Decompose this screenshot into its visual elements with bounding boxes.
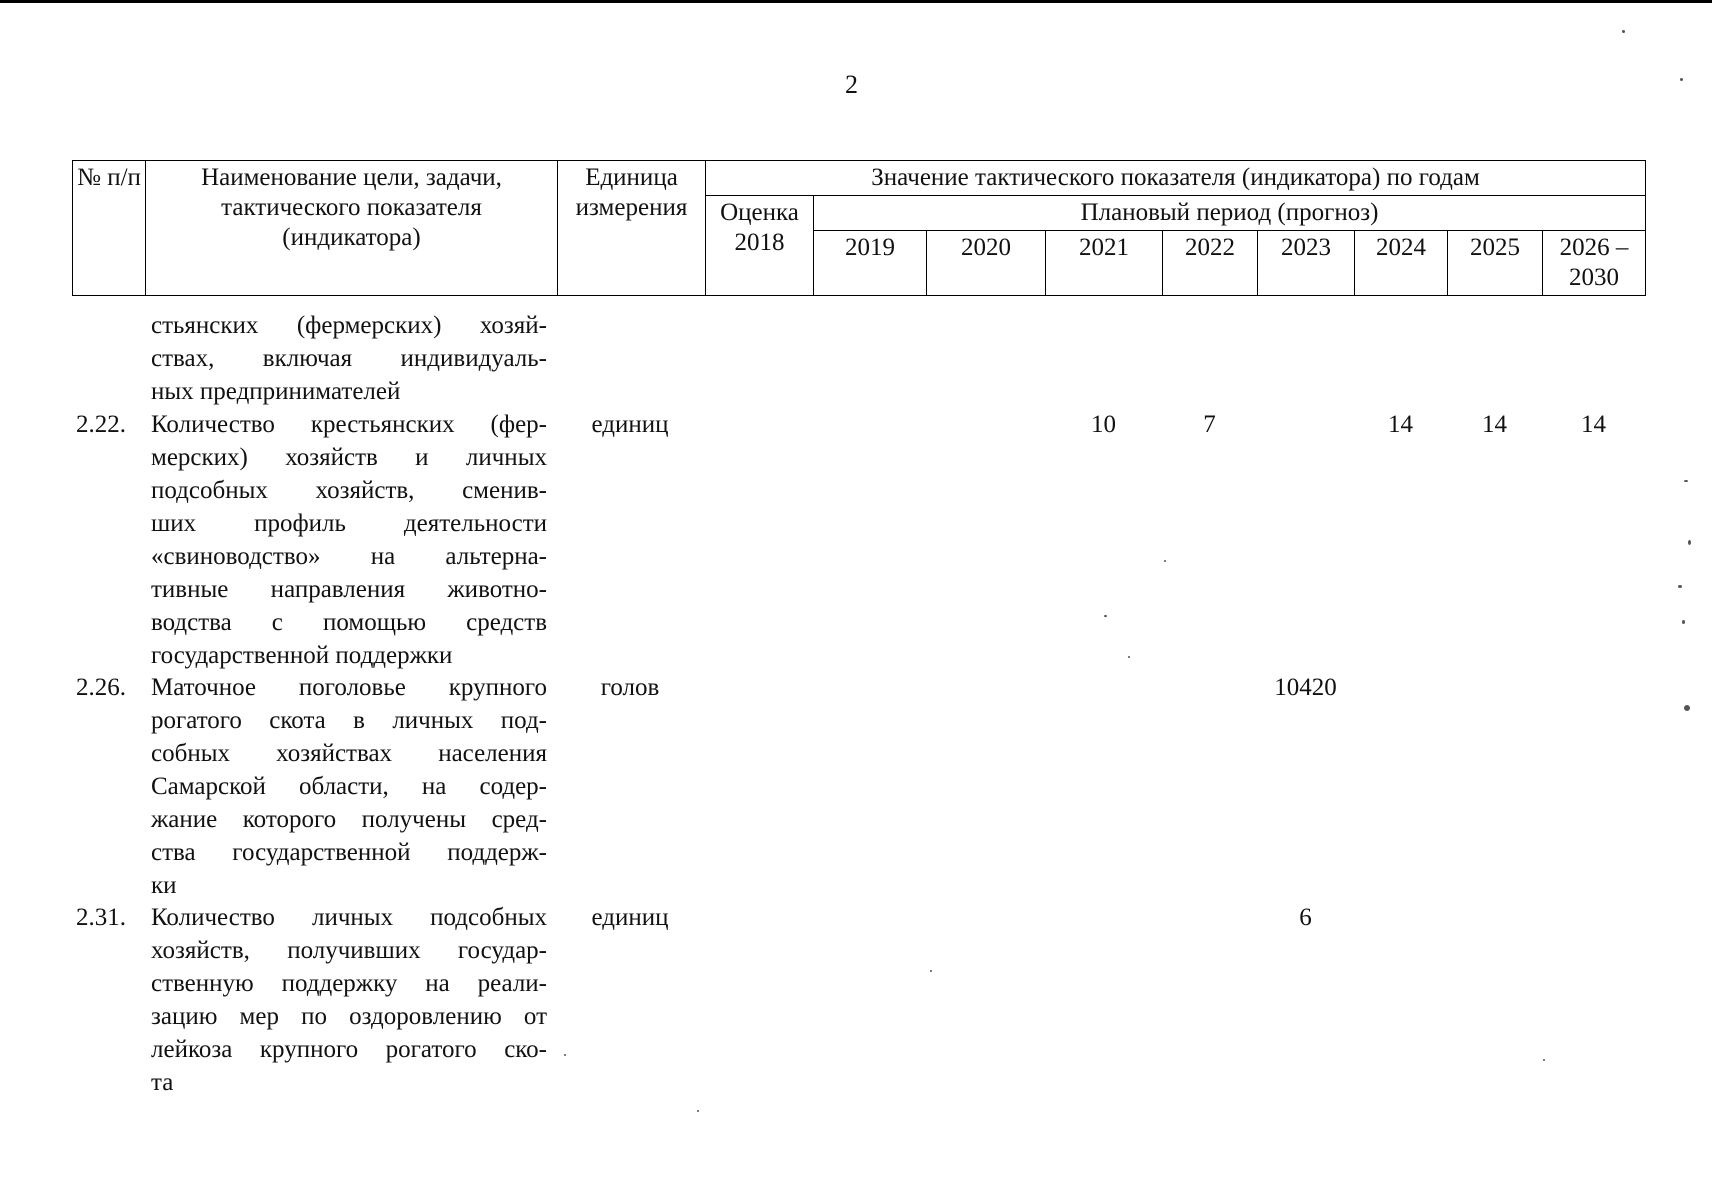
indicator-name-line: жание которого получены сред- <box>151 806 547 833</box>
indicator-name-line: Маточное поголовье крупного <box>151 674 547 701</box>
header-year: 2025 <box>1448 231 1543 296</box>
page-number: 2 <box>845 70 858 99</box>
header-year: 2023 <box>1258 231 1355 296</box>
header-year: 2022 <box>1163 231 1258 296</box>
row-number: 2.26. <box>76 674 126 701</box>
indicator-name-line: рогатого скота в личных под- <box>151 707 547 734</box>
value-2023: 10420 <box>1274 674 1337 701</box>
indicator-name-line: собных хозяйствах населения <box>151 740 547 767</box>
header-plan-period: Плановый период (прогноз) <box>814 196 1646 231</box>
scan-speck <box>1104 615 1107 617</box>
scan-speck <box>564 1054 566 1056</box>
scan-speck <box>1622 30 1625 33</box>
unit-cell: единиц <box>591 904 669 931</box>
indicator-name-line: подсобных хозяйств, сменив- <box>151 477 547 504</box>
scan-speck <box>1543 1059 1545 1061</box>
value-2021: 10 <box>1091 411 1116 438</box>
row-number: 2.22. <box>76 411 126 438</box>
header-year: 2026 – 2030 <box>1543 231 1646 296</box>
row-number: 2.31. <box>76 904 126 931</box>
indicator-name-line: Количество личных подсобных <box>151 904 547 931</box>
scan-speck <box>1682 620 1685 624</box>
value-2026-2030: 14 <box>1581 411 1606 438</box>
value-2023: 6 <box>1299 904 1312 931</box>
indicator-name-line: государственной поддержки <box>151 642 453 669</box>
header-year: 2024 <box>1355 231 1448 296</box>
value-2024: 14 <box>1388 411 1413 438</box>
top-border-line <box>0 0 1712 3</box>
indicator-name-line: «свиноводство» на альтерна- <box>151 543 547 570</box>
scan-speck <box>1688 540 1691 545</box>
unit-cell: единиц <box>591 411 669 438</box>
scan-speck <box>1680 78 1683 81</box>
indicator-name-line: ства государственной поддерж- <box>151 839 547 866</box>
indicator-name-line: лейкоза крупного рогатого ско- <box>151 1036 547 1063</box>
indicator-name-line: зацию мер по оздоровлению от <box>151 1003 547 1030</box>
header-estimate: Оценка 2018 <box>706 196 814 296</box>
indicator-name-line: Самарской области, на содер- <box>151 773 547 800</box>
indicator-name-line: тивные направления животно- <box>151 576 547 603</box>
header-year: 2019 <box>814 231 927 296</box>
indicator-name-line: ших профиль деятельности <box>151 510 547 537</box>
indicator-name-line: ствах, включая индивидуаль- <box>151 345 547 372</box>
scan-speck <box>1128 656 1130 658</box>
scan-speck <box>1684 705 1690 711</box>
indicator-name-line: мерских) хозяйств и личных <box>151 444 547 471</box>
unit-cell: голов <box>600 674 660 701</box>
indicator-name-line: водства с помощью средств <box>151 609 547 636</box>
scan-speck <box>1678 585 1682 588</box>
indicator-name-line: та <box>151 1069 174 1096</box>
value-2025: 14 <box>1482 411 1507 438</box>
value-2022: 7 <box>1203 411 1216 438</box>
indicator-name-line: ки <box>151 872 177 899</box>
indicator-name-line: ных предпринимателей <box>151 378 401 405</box>
indicator-table-header <box>72 160 1646 296</box>
header-values-by-year: Значение тактического показателя (индикатора) по годам <box>706 161 1646 196</box>
header-year: 2021 <box>1046 231 1163 296</box>
header-year: 2020 <box>927 231 1046 296</box>
header-name: Наименование цели, задачи, тактического показателя (индикатора) <box>146 161 558 296</box>
scan-speck <box>1164 560 1166 562</box>
scan-speck <box>930 970 932 972</box>
scan-speck <box>1684 480 1688 482</box>
header-no: № п/п <box>73 161 146 296</box>
indicator-name-line: стьянских (фермерских) хозяй- <box>151 312 547 339</box>
indicator-name-line: ственную поддержку на реали- <box>151 970 547 997</box>
scan-speck <box>697 1110 699 1112</box>
indicator-name-line: хозяйств, получивших государ- <box>151 937 547 964</box>
header-unit: Единица измерения <box>558 161 706 296</box>
indicator-name-line: Количество крестьянских (фер- <box>151 411 547 438</box>
